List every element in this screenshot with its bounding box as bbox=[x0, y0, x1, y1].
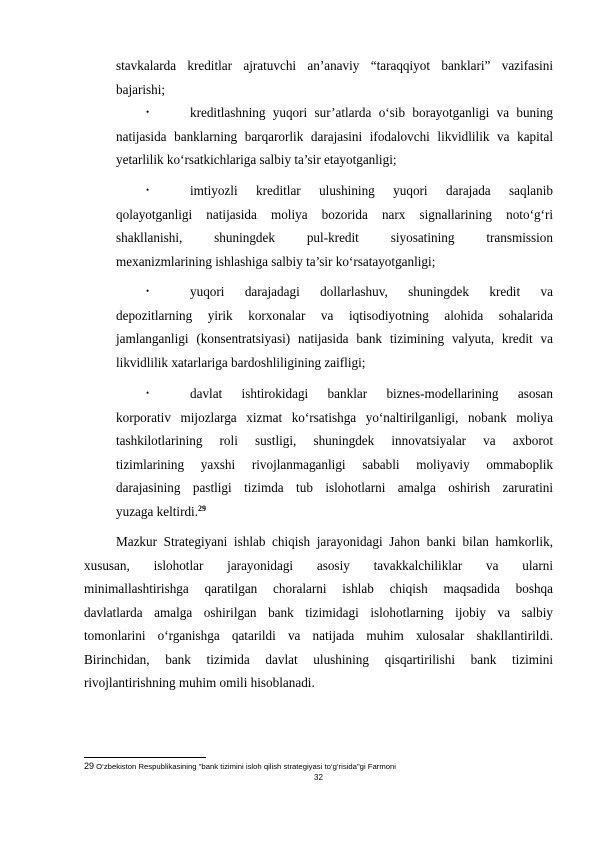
text-line: minimallashtirishga qaratilgan choralarni ishlab chiqish maqsadida boshqa bbox=[84, 581, 553, 596]
intro-paragraph bbox=[116, 54, 553, 101]
text-line: xususan, islohotlar jarayonidagi asosiy tavakkalchiliklar va ularni bbox=[84, 557, 553, 573]
footnote bbox=[84, 760, 553, 773]
bullet-first-line: kreditlashning yuqori sur’atlarda o‘sib borayotganligi va buning bbox=[190, 105, 553, 120]
bullet-marker: • bbox=[146, 286, 150, 296]
bullet-continuation bbox=[116, 406, 553, 524]
bullet-continuation bbox=[116, 125, 553, 172]
page-number: 32 bbox=[314, 773, 323, 782]
text-line: Mazkur Strategiyani ishlab chiqish jarayonidagi Jahon banki bilan hamkorlik, bbox=[116, 534, 553, 549]
text-line: qolayotganligi natijasida moliya bozorida narx signallarining noto‘g‘ri bbox=[116, 206, 553, 222]
text-line: rivojlantirishning muhim omili hisoblanadi. bbox=[84, 675, 315, 690]
text-line: shakllanishi, shuningdek pul-kredit siyosatining transmission bbox=[116, 230, 553, 245]
text-span: yuzaga keltirdi. bbox=[116, 503, 199, 519]
bullet-first-line: davlat ishtirokidagi banklar biznes-modellarining asosan bbox=[190, 386, 553, 401]
text-line: tomonlarini o‘rganishga qatarildi va natijada muhim xulosalar shakllantirildi. bbox=[84, 628, 553, 643]
footnote-text: O‘zbekiston Respublikasining "bank tizimini isloh qilish strategiyasi to‘g‘risida"gi Farmoni bbox=[94, 762, 396, 771]
bullet-continuation bbox=[116, 203, 553, 274]
text-line bbox=[116, 500, 553, 524]
text-line: tashkilotlarining roli sustligi, shuningdek innovatsiyalar va axborot bbox=[116, 433, 553, 448]
text-line: likvidlilik xatarlariga bardoshliligining zaifligi; bbox=[116, 354, 366, 370]
bullet-marker: • bbox=[146, 185, 150, 195]
body-paragraph bbox=[84, 530, 553, 695]
text-line: stavkalarda kreditlar ajratuvchi an’anaviy “taraqqiyot banklari” vazifasini bbox=[116, 58, 553, 73]
bullet-first-line: imtiyozli kreditlar ulushining yuqori darajada saqlanib bbox=[190, 183, 553, 198]
footnote-reference[interactable]: 29 bbox=[198, 503, 207, 513]
text-line: bajarishi; bbox=[116, 81, 166, 97]
text-line: davlatlarda amalga oshirilgan bank tizimidagi islohotlarning ijobiy va salbiy bbox=[84, 604, 553, 620]
text-line: mexanizmlarining ishlashiga salbiy ta’sir ko‘rsatayotganligi; bbox=[116, 253, 436, 269]
text-line: Birinchidan, bank tizimida davlat ulushining qisqartirilishi bank tizimini bbox=[84, 651, 553, 667]
text-line: korporativ mijozlarga xizmat ko‘rsatishga yo‘naltirilganligi, nobank moliya bbox=[116, 409, 553, 425]
bullet-marker: • bbox=[146, 388, 150, 398]
footnote-divider bbox=[84, 757, 206, 758]
text-line: tizimlarining yaxshi rivojlanmaganligi sababli moliyaviy ommaboplik bbox=[116, 456, 553, 472]
bullet-first-line: yuqori darajadagi dollarlashuv, shuningdek kredit va bbox=[190, 284, 553, 299]
text-line: yetarlilik ko‘rsatkichlariga salbiy ta’sir etayotganligi; bbox=[116, 152, 397, 167]
text-line: darajasining pastligi tizimda tub islohotlarni amalga oshirish zaruratini bbox=[116, 480, 553, 495]
footnote-number: 29 bbox=[84, 761, 95, 771]
text-line: natijasida banklarning barqarorlik darajasini ifodalovchi likvidlilik va kapital bbox=[116, 128, 553, 144]
text-line: depozitlarning yirik korxonalar va iqtisodiyotning alohida sohalarida bbox=[116, 307, 553, 323]
text-line: jamlanganligi (konsentratsiyasi) natijasida bank tizimining valyuta, kredit va bbox=[116, 331, 553, 346]
bullet-marker: • bbox=[146, 107, 150, 117]
bullet-continuation bbox=[116, 304, 553, 375]
